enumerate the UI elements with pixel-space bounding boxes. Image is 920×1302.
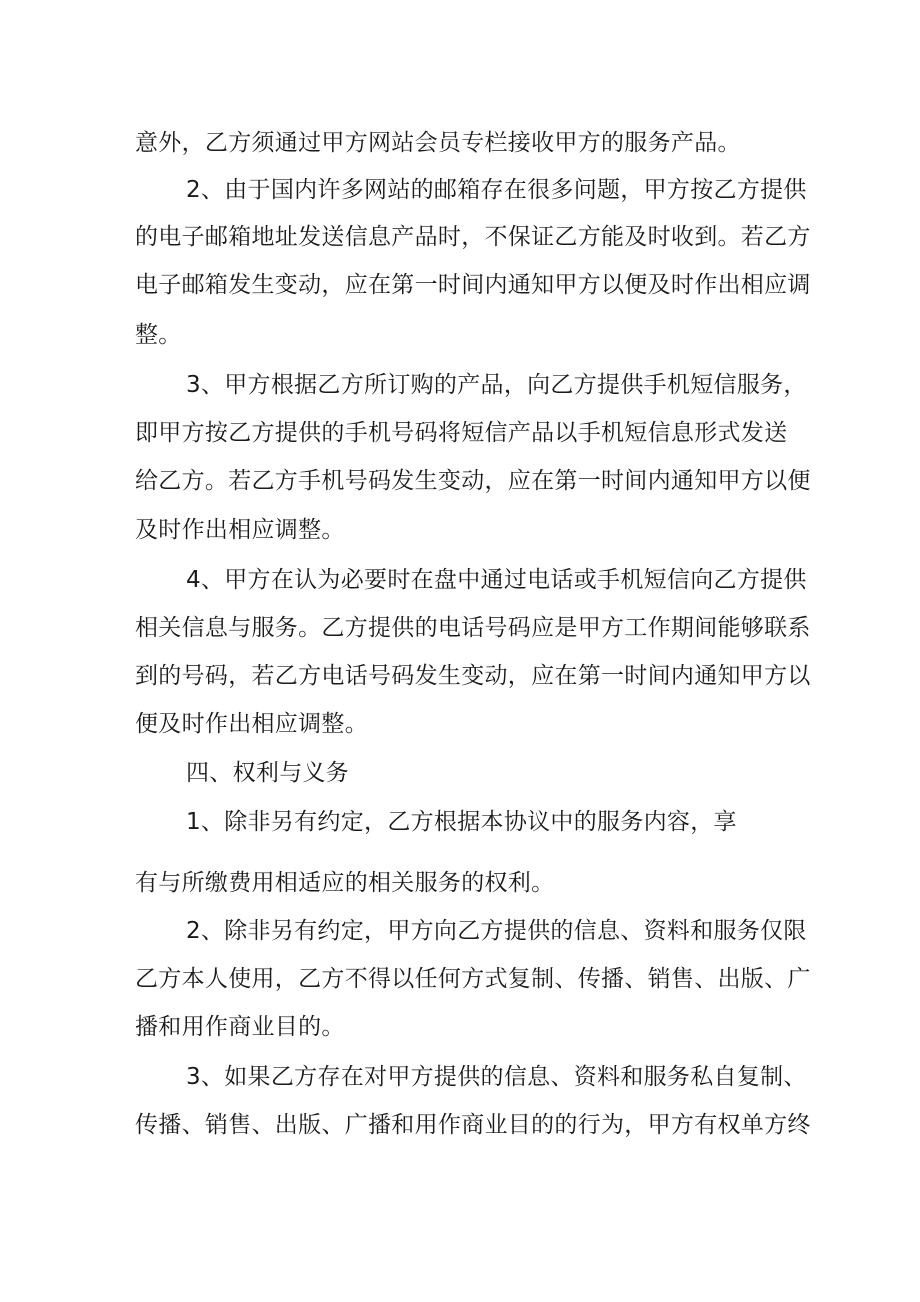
text-line: 给乙方。若乙方手机号码发生变动，应在第一时间内通知甲方以便 bbox=[135, 468, 811, 494]
text-line: 便及时作出相应调整。 bbox=[135, 711, 368, 737]
paragraph-3-line: 3、甲方根据乙方所订购的产品，向乙方提供手机短信服务， bbox=[186, 372, 807, 398]
paragraph-4-line: 4、甲方在认为必要时在盘中通过电话或手机短信向乙方提供 bbox=[186, 567, 807, 593]
text-line: 及时作出相应调整。 bbox=[135, 517, 345, 543]
text-line: 意外，乙方须通过甲方网站会员专栏接收甲方的服务产品。 bbox=[135, 130, 741, 156]
text-line: 乙方本人使用，乙方不得以任何方式复制、传播、销售、出版、广 bbox=[135, 966, 811, 992]
text-line: 的电子邮箱地址发送信息产品时，不保证乙方能及时收到。若乙方 bbox=[135, 224, 811, 250]
paragraph-2-line: 2、由于国内许多网站的邮箱存在很多问题，甲方按乙方提供 bbox=[186, 177, 807, 203]
text-line: 相关信息与服务。乙方提供的电话号码应是甲方工作期间能够联系 bbox=[135, 615, 811, 641]
rights-paragraph-2-line: 2、除非另有约定，甲方向乙方提供的信息、资料和服务仅限 bbox=[186, 918, 807, 944]
text-line: 播和用作商业目的。 bbox=[135, 1014, 345, 1040]
section-heading: 四、权利与义务 bbox=[186, 760, 350, 786]
rights-paragraph-1-line: 1、除非另有约定，乙方根据本协议中的服务内容，享 bbox=[186, 809, 737, 835]
text-line: 到的号码，若乙方电话号码发生变动，应在第一时间内通知甲方以 bbox=[135, 663, 811, 689]
text-line: 即甲方按乙方提供的手机号码将短信产品以手机短信息形式发送 bbox=[135, 420, 788, 446]
text-line: 传播、销售、出版、广播和用作商业目的的行为，甲方有权单方终 bbox=[135, 1112, 811, 1138]
text-line: 电子邮箱发生变动，应在第一时间内通知甲方以便及时作出相应调 bbox=[135, 272, 811, 298]
text-line: 有与所缴费用相适应的相关服务的权利。 bbox=[135, 870, 555, 896]
rights-paragraph-3-line: 3、如果乙方存在对甲方提供的信息、资料和服务私自复制、 bbox=[186, 1064, 807, 1090]
text-line: 整。 bbox=[135, 322, 182, 348]
